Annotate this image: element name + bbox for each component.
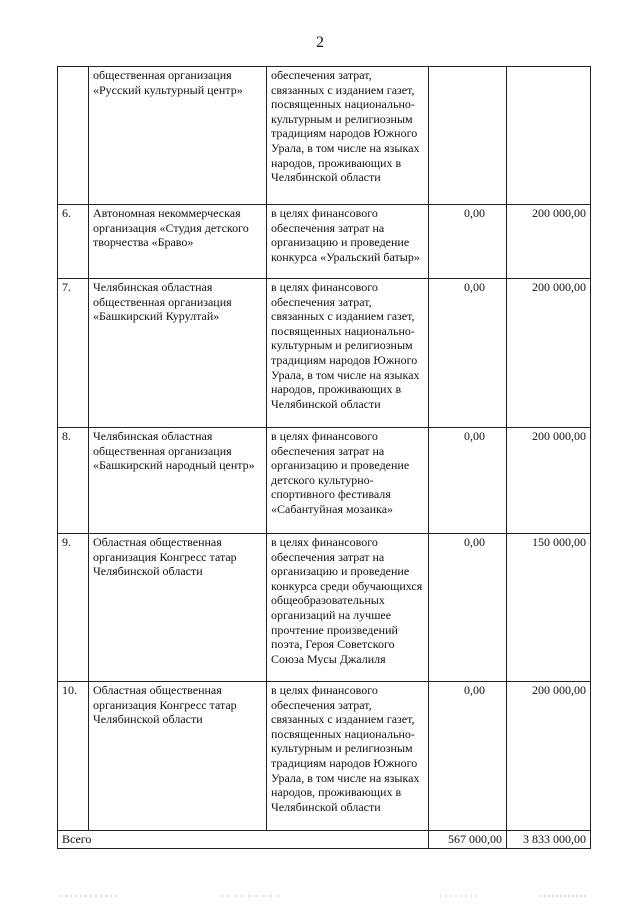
organization-cell: Автономная некоммерческая организация «Студия детского творчества «Браво» <box>89 205 267 279</box>
amount-1-cell: 0,00 <box>429 682 507 831</box>
purpose-cell: в целях финансового обеспечения затрат на организацию и проведение детского культурно-спортивного фестиваля «Сабантуйная мозаика» <box>267 428 429 534</box>
amount-1-cell <box>429 67 507 205</box>
table-row <box>58 67 591 205</box>
total-amount-1: 567 000,00 <box>429 831 507 849</box>
table-row <box>58 534 591 682</box>
row-number: 9. <box>58 534 89 682</box>
organization-cell: общественная организация «Русский культурный центр» <box>89 67 267 205</box>
purpose-cell: в целях финансового обеспечения затрат на организацию и проведение конкурса «Уральский батыр» <box>267 205 429 279</box>
amount-2-cell: 200 000,00 <box>507 682 591 831</box>
amount-2-cell <box>507 67 591 205</box>
purpose-cell: в целях финансового обеспечения затрат, связанных с изданием газет, посвященных национально-культурным и религиозным традициям народов Южного Урала, в том числе на языках народов, проживающих в Челябинской области <box>267 682 429 831</box>
purpose-cell: в целях финансового обеспечения затрат, связанных с изданием газет, посвященных национально-культурным и религиозным традициям народов Южного Урала, в том числе на языках народов, проживающих в Челябинской области <box>267 279 429 428</box>
amount-1-cell: 0,00 <box>429 428 507 534</box>
total-amount-2: 3 833 000,00 <box>507 831 591 849</box>
scan-noise <box>60 892 590 900</box>
grants-table <box>57 66 591 849</box>
organization-cell: Областная общественная организация Конгресс татар Челябинской области <box>89 682 267 831</box>
amount-1-cell: 0,00 <box>429 279 507 428</box>
row-number: 7. <box>58 279 89 428</box>
table-row <box>58 205 591 279</box>
amount-2-cell: 200 000,00 <box>507 205 591 279</box>
organization-cell: Областная общественная организация Конгресс татар Челябинской области <box>89 534 267 682</box>
amount-1-cell: 0,00 <box>429 205 507 279</box>
amount-1-cell: 0,00 <box>429 534 507 682</box>
table-row <box>58 682 591 831</box>
purpose-cell: обеспечения затрат, связанных с изданием газет, посвященных национально-культурным и религиозным традициям народов Южного Урала, в том числе на языках народов, проживающих в Челябинской области <box>267 67 429 205</box>
page-number: 2 <box>316 34 324 51</box>
amount-2-cell: 200 000,00 <box>507 279 591 428</box>
table-row <box>58 279 591 428</box>
row-number: 6. <box>58 205 89 279</box>
organization-cell: Челябинская областная общественная организация «Башкирский Курултай» <box>89 279 267 428</box>
purpose-cell: в целях финансового обеспечения затрат на организацию и проведение конкурса среди обучающихся общеобразовательных организаций на лучшее прочтение произведений поэта, Героя Советского Союза Мусы Джалиля <box>267 534 429 682</box>
total-row <box>58 831 591 849</box>
row-number: 8. <box>58 428 89 534</box>
row-number: 10. <box>58 682 89 831</box>
total-label: Всего <box>58 831 429 849</box>
organization-cell: Челябинская областная общественная организация «Башкирский народный центр» <box>89 428 267 534</box>
amount-2-cell: 150 000,00 <box>507 534 591 682</box>
row-number <box>58 67 89 205</box>
table-row <box>58 428 591 534</box>
amount-2-cell: 200 000,00 <box>507 428 591 534</box>
